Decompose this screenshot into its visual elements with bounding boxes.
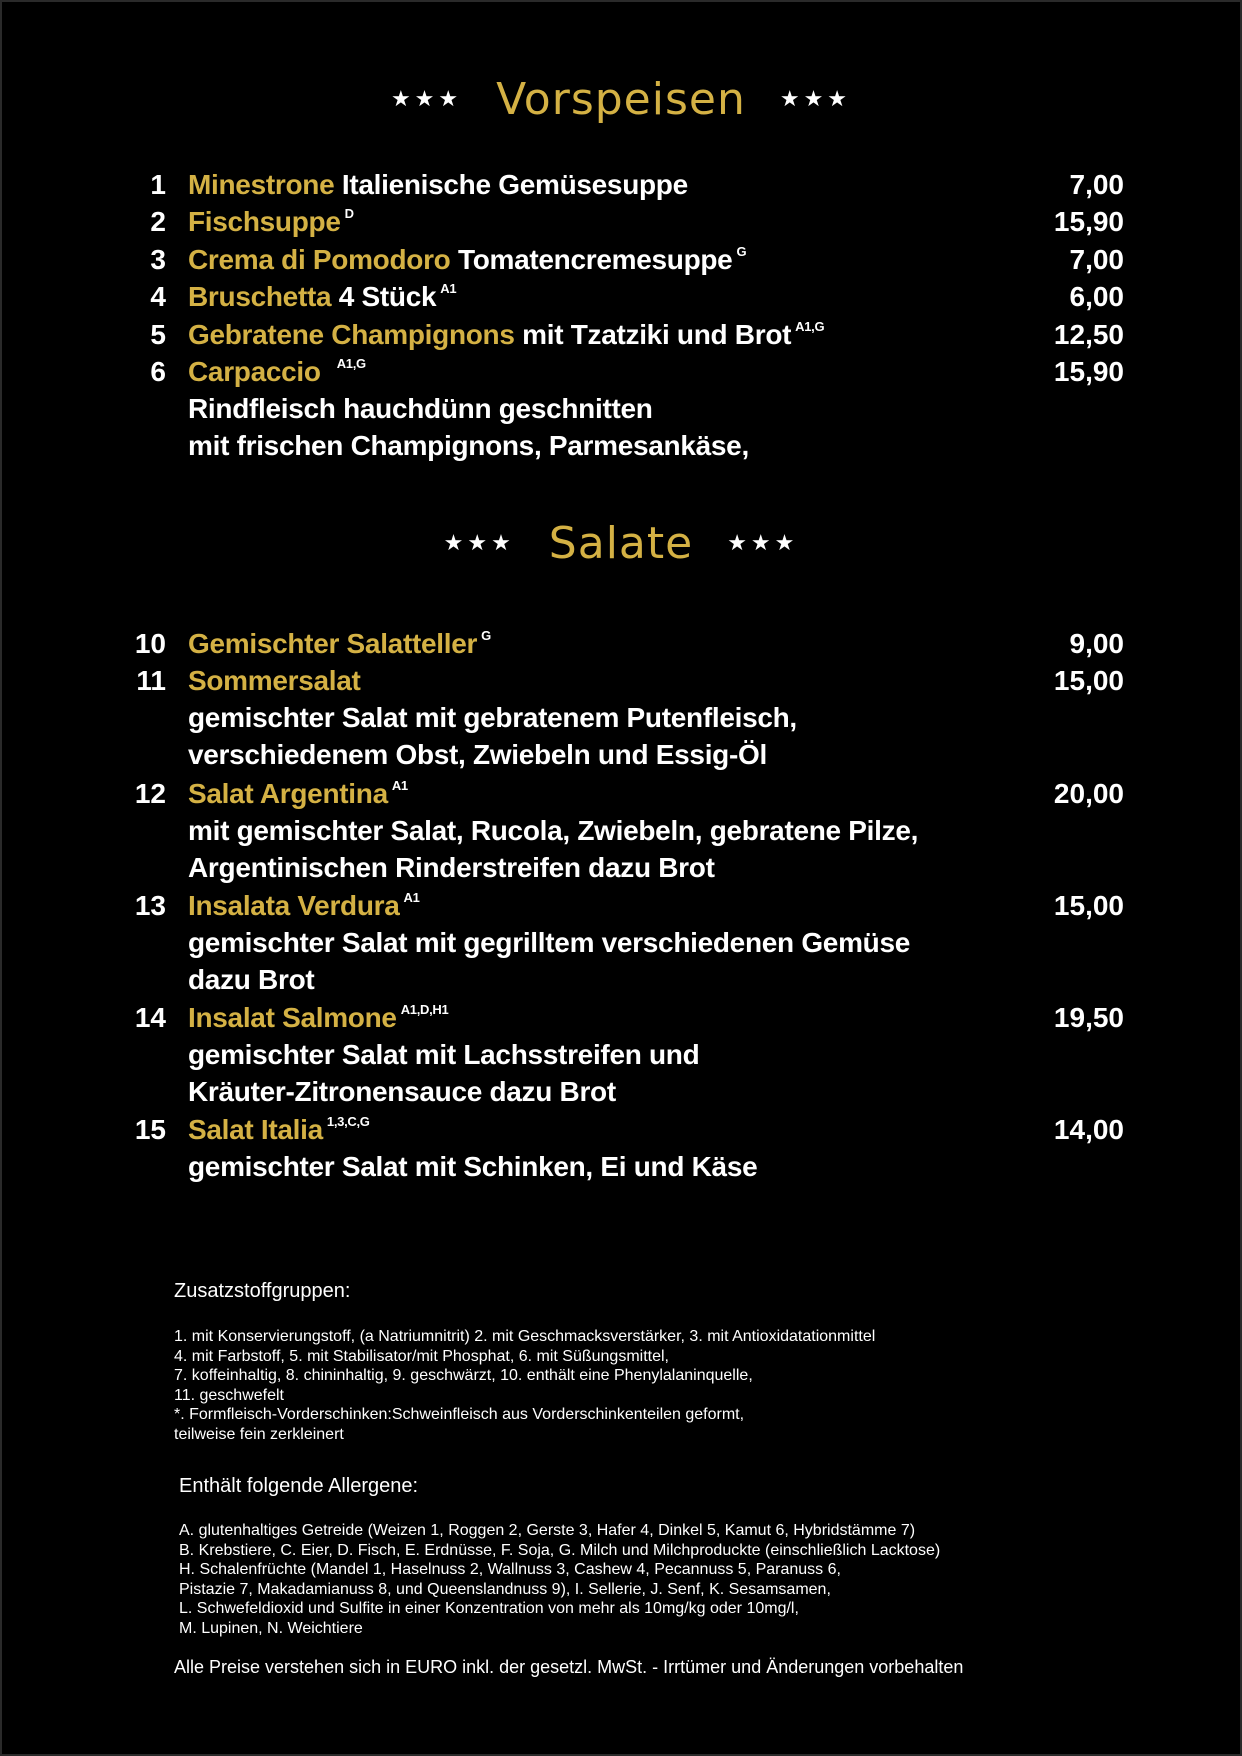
menu-item <box>2 353 1240 464</box>
allergen-codes: 1,3,C,G <box>326 1114 370 1130</box>
menu-page <box>2 2 1240 1754</box>
allergen-codes: A1,G <box>795 318 825 334</box>
additives-line: 1. mit Konservierungstoff, (a Natriumnitrit) 2. mit Geschmacksverstärker, 3. mit Antioxidatationmittel <box>174 1328 876 1345</box>
stars-right: ★★★ <box>779 87 852 112</box>
item-price: 15,00 <box>1053 665 1124 697</box>
item-text <box>188 999 448 1041</box>
menu-item-line <box>2 278 1240 315</box>
allergens-line: B. Krebstiere, C. Eier, D. Fisch, E. Erdnüsse, F. Soja, G. Milch und Milchproduckte (einschließlich Lacktose) <box>179 1541 941 1559</box>
item-number: 6 <box>150 356 166 387</box>
section-title: Vorspeisen <box>496 74 746 125</box>
allergens-line: L. Schwefeldioxid und Sulfite in einer Konzentration von mehr als 10mg/kg oder 10mg/l, <box>179 1600 799 1617</box>
stars-left: ★★★ <box>390 87 463 112</box>
menu-item <box>2 775 1240 886</box>
item-name: Insalat Salmone <box>188 1002 397 1033</box>
item-name: Gemischter Salatteller <box>188 628 478 659</box>
additives-list <box>174 1327 875 1444</box>
item-name: Fischsuppe <box>188 206 341 238</box>
menu-item <box>2 316 1240 353</box>
price-note: Alle Preise verstehen sich in EURO inkl. der gesetzl. MwSt. - Irrtümer und Änderungen vorbehalten <box>174 1657 964 1677</box>
item-description: Rindfleisch hauchdünn geschnitten <box>188 393 653 424</box>
item-price: 15,90 <box>1053 356 1124 387</box>
item-text <box>188 625 491 667</box>
item-description: Kräuter-Zitronensauce dazu Brot <box>188 1076 616 1107</box>
item-name: Crema di Pomodoro <box>188 243 451 275</box>
item-number: 5 <box>150 318 166 350</box>
item-description: Argentinischen Rinderstreifen dazu Brot <box>188 851 715 883</box>
item-price: 9,00 <box>1069 628 1124 659</box>
item-name: Carpaccio <box>188 356 321 387</box>
item-description: verschiedenem Obst, Zwiebeln und Essig-Öl <box>188 739 767 771</box>
item-number: 11 <box>136 665 166 697</box>
item-text <box>188 241 746 283</box>
menu-item <box>2 1111 1240 1185</box>
menu-item <box>2 999 1240 1110</box>
item-description: mit frischen Champignons, Parmesankäse, <box>188 430 749 461</box>
allergens-line: Pistazie 7, Makadamianuss 8, und Queenslandnuss 9), I. Sellerie, J. Senf, K. Sesamsamen, <box>179 1580 831 1598</box>
item-number: 10 <box>134 628 166 659</box>
item-text <box>188 775 408 817</box>
menu-item-line <box>2 662 1240 699</box>
item-number: 15 <box>134 1114 166 1146</box>
menu-item <box>2 203 1240 240</box>
stars-right: ★★★ <box>727 531 799 556</box>
section-heading-salate <box>2 518 1240 569</box>
item-text <box>188 166 688 203</box>
menu-item-line <box>2 775 1240 812</box>
item-number: 2 <box>150 206 166 238</box>
menu-item <box>2 278 1240 315</box>
stars-left: ★★★ <box>443 531 515 556</box>
section-title: Salate <box>548 518 694 569</box>
menu-item-line <box>2 203 1240 240</box>
section-heading-vorspeisen <box>2 74 1240 125</box>
menu-item <box>2 241 1240 278</box>
additives-title: Zusatzstoffgruppen: <box>174 1280 351 1302</box>
item-text <box>188 1111 370 1153</box>
menu-item-line <box>2 887 1240 924</box>
allergens-list <box>179 1521 940 1638</box>
item-description: mit gemischter Salat, Rucola, Zwiebeln, gebratene Pilze, <box>188 814 919 846</box>
item-number: 1 <box>150 169 166 200</box>
menu-item-line <box>2 316 1240 353</box>
item-price: 19,50 <box>1053 1002 1124 1033</box>
item-description: gemischter Salat mit gegrilltem verschiedenen Gemüse <box>188 926 911 958</box>
allergen-codes: A1,G <box>336 356 366 371</box>
item-number: 3 <box>150 243 166 275</box>
menu-item-line <box>2 353 1240 390</box>
item-name: Salat Argentina <box>188 777 388 809</box>
item-subtitle: Italienische Gemüsesuppe <box>341 169 688 200</box>
item-name: Sommersalat <box>188 665 361 697</box>
menu-item <box>2 166 1240 203</box>
allergen-codes: A1 <box>391 777 408 793</box>
item-subtitle: Tomatencremesuppe <box>457 243 733 275</box>
item-name: Insalata Verdura <box>188 889 400 921</box>
allergen-codes: A1 <box>403 889 420 905</box>
item-number: 4 <box>150 281 166 313</box>
menu-item <box>2 662 1240 773</box>
item-name: Minestrone <box>188 169 335 200</box>
item-price: 7,00 <box>1069 169 1124 200</box>
item-description: gemischter Salat mit Lachsstreifen und <box>188 1039 700 1070</box>
item-text <box>188 353 366 395</box>
item-description: dazu Brot <box>188 963 315 995</box>
item-price: 7,00 <box>1069 243 1124 275</box>
allergens-line: H. Schalenfrüchte (Mandel 1, Haselnuss 2, Wallnuss 3, Cashew 4, Pecannuss 5, Paranuss 6, <box>179 1561 841 1578</box>
menu-item-line <box>2 999 1240 1036</box>
item-description: gemischter Salat mit gebratenem Putenfleisch, <box>188 702 797 734</box>
menu-item <box>2 887 1240 998</box>
additives-line: teilweise fein zerkleinert <box>174 1425 344 1443</box>
item-subtitle: mit Tzatziki und Brot <box>522 318 792 350</box>
additives-line: *. Formfleisch-Vorderschinken:Schweinfleisch aus Vorderschinkenteilen geformt, <box>174 1406 745 1423</box>
additives-line: 7. koffeinhaltig, 8. chininhaltig, 9. geschwärzt, 10. enthält eine Phenylalaninquelle, <box>174 1367 753 1384</box>
item-price: 6,00 <box>1069 281 1124 313</box>
item-name: Salat Italia <box>188 1114 323 1146</box>
item-price: 15,00 <box>1053 889 1124 921</box>
allergen-codes: D <box>344 206 354 222</box>
allergen-codes: A1,D,H1 <box>400 1002 449 1017</box>
menu-item-line <box>2 166 1240 203</box>
item-number: 13 <box>134 889 166 921</box>
menu-item <box>2 625 1240 662</box>
allergen-codes: G <box>736 243 747 259</box>
item-text <box>188 278 456 320</box>
allergens-line: A. glutenhaltiges Getreide (Weizen 1, Roggen 2, Gerste 3, Hafer 4, Dinkel 5, Kamut 6, Hybridstämme 7) <box>179 1522 916 1539</box>
item-price: 14,00 <box>1053 1114 1124 1146</box>
item-name: Bruschetta <box>188 281 332 313</box>
additives-line: 4. mit Farbstoff, 5. mit Stabilisator/mit Phosphat, 6. mit Süßungsmittel, <box>174 1347 669 1365</box>
item-text <box>188 662 361 699</box>
item-number: 14 <box>134 1002 166 1033</box>
item-price: 12,50 <box>1053 318 1124 350</box>
item-text <box>188 316 824 358</box>
item-description: gemischter Salat mit Schinken, Ei und Käse <box>188 1151 758 1183</box>
item-price: 20,00 <box>1053 777 1124 809</box>
item-text <box>188 203 354 245</box>
item-subtitle: 4 Stück <box>338 281 437 313</box>
item-name: Gebratene Champignons <box>188 318 515 350</box>
menu-item-line <box>2 1111 1240 1148</box>
allergen-codes: G <box>481 628 491 643</box>
allergen-codes: A1 <box>440 281 457 297</box>
menu-item-line <box>2 241 1240 278</box>
additives-line: 11. geschwefelt <box>174 1386 284 1404</box>
item-price: 15,90 <box>1053 206 1124 238</box>
allergens-line: M. Lupinen, N. Weichtiere <box>179 1619 363 1637</box>
item-text <box>188 887 420 929</box>
allergens-title: Enthält folgende Allergene: <box>179 1475 419 1497</box>
menu-item-line <box>2 625 1240 662</box>
item-number: 12 <box>134 777 166 809</box>
